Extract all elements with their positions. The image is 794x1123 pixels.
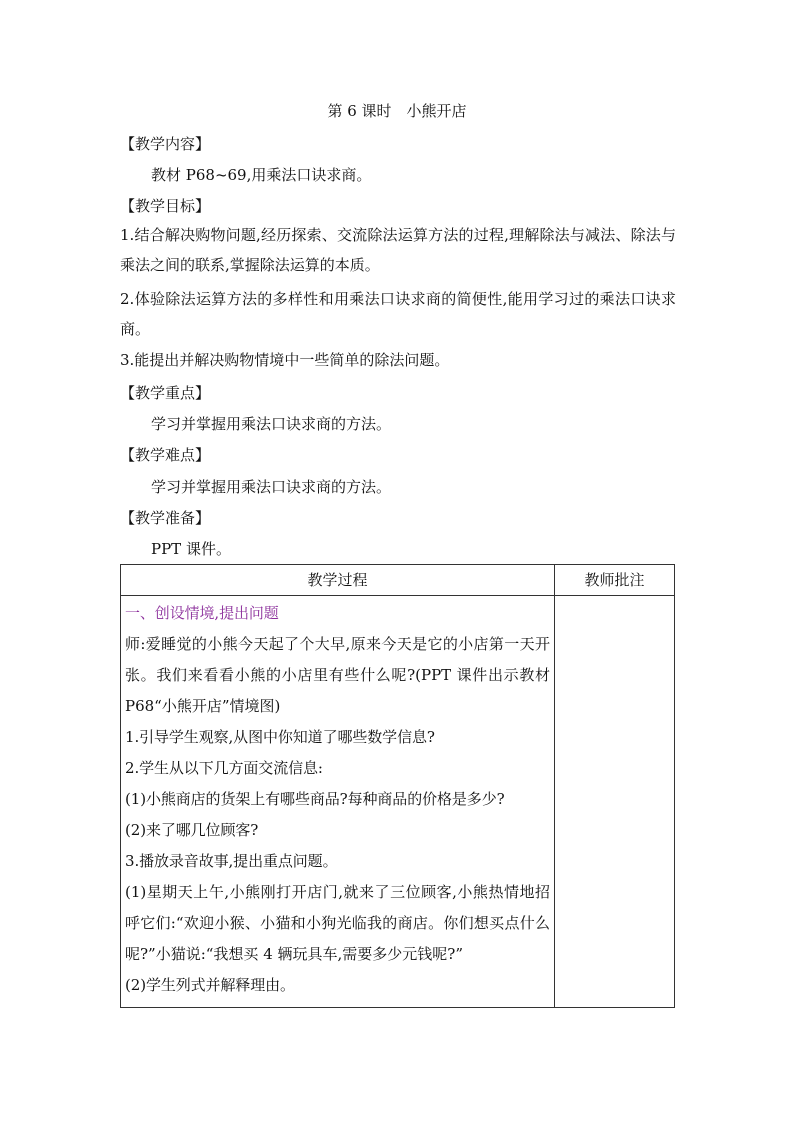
teaching-content-text: 教材 P68~69,用乘法口诀求商。 (151, 166, 372, 184)
step-2: 2.学生从以下几方面交流信息: (125, 759, 323, 777)
table-body-row (121, 596, 675, 1008)
heading-difficult-points: 【教学难点】 (120, 446, 211, 464)
process-cell (121, 596, 555, 1008)
step-3: 3.播放录音故事,提出重点问题。 (125, 852, 338, 870)
table-header-row (121, 565, 675, 596)
goal-3: 3.能提出并解决购物情境中一些简单的除法问题。 (120, 351, 450, 369)
goal-1: 1.结合解决购物问题,经历探索、交流除法运算方法的过程,理解除法与减法、除法与乘法之间的联系,掌握除法运算的本质。 (120, 226, 676, 274)
heading-teaching-goals: 【教学目标】 (120, 197, 211, 215)
difficult-points-text: 学习并掌握用乘法口诀求商的方法。 (151, 478, 392, 496)
step-2-item-1: (1)小熊商店的货架上有哪些商品?每种商品的价格是多少? (125, 790, 505, 808)
heading-preparation: 【教学准备】 (120, 509, 211, 527)
step-3-item-2: (2)学生列式并解释理由。 (125, 976, 295, 994)
header-teacher-notes: 教师批注 (555, 565, 675, 596)
section-title: 一、创设情境,提出问题 (125, 604, 279, 622)
notes-cell (555, 596, 675, 1008)
teaching-process-table (120, 564, 675, 1008)
heading-key-points: 【教学重点】 (120, 384, 211, 402)
goal-2: 2.体验除法运算方法的多样性和用乘法口诀求商的简便性,能用学习过的乘法口诀求商。 (120, 290, 676, 338)
step-1: 1.引导学生观察,从图中你知道了哪些数学信息? (125, 728, 435, 746)
preparation-text: PPT 课件。 (151, 540, 231, 558)
key-points-text: 学习并掌握用乘法口诀求商的方法。 (151, 415, 392, 433)
step-3-item-1: (1)星期天上午,小熊刚打开店门,就来了三位顾客,小熊热情地招呼它们:“欢迎小猴、小猫和小狗光临我的商店。你们想买点什么呢?”小猫说:“我想买 4 辆玩具车,需要多少元钱呢?” (125, 883, 550, 963)
step-2-item-2: (2)来了哪几位顾客? (125, 821, 259, 839)
lesson-title: 第 6 课时 小熊开店 (327, 102, 467, 120)
heading-teaching-content: 【教学内容】 (120, 135, 211, 153)
header-teaching-process: 教学过程 (121, 565, 555, 596)
paragraph-intro: 师:爱睡觉的小熊今天起了个大早,原来今天是它的小店第一天开张。我们来看看小熊的小店里有些什么呢?(PPT 课件出示教材 P68“小熊开店”情境图) (125, 635, 550, 715)
